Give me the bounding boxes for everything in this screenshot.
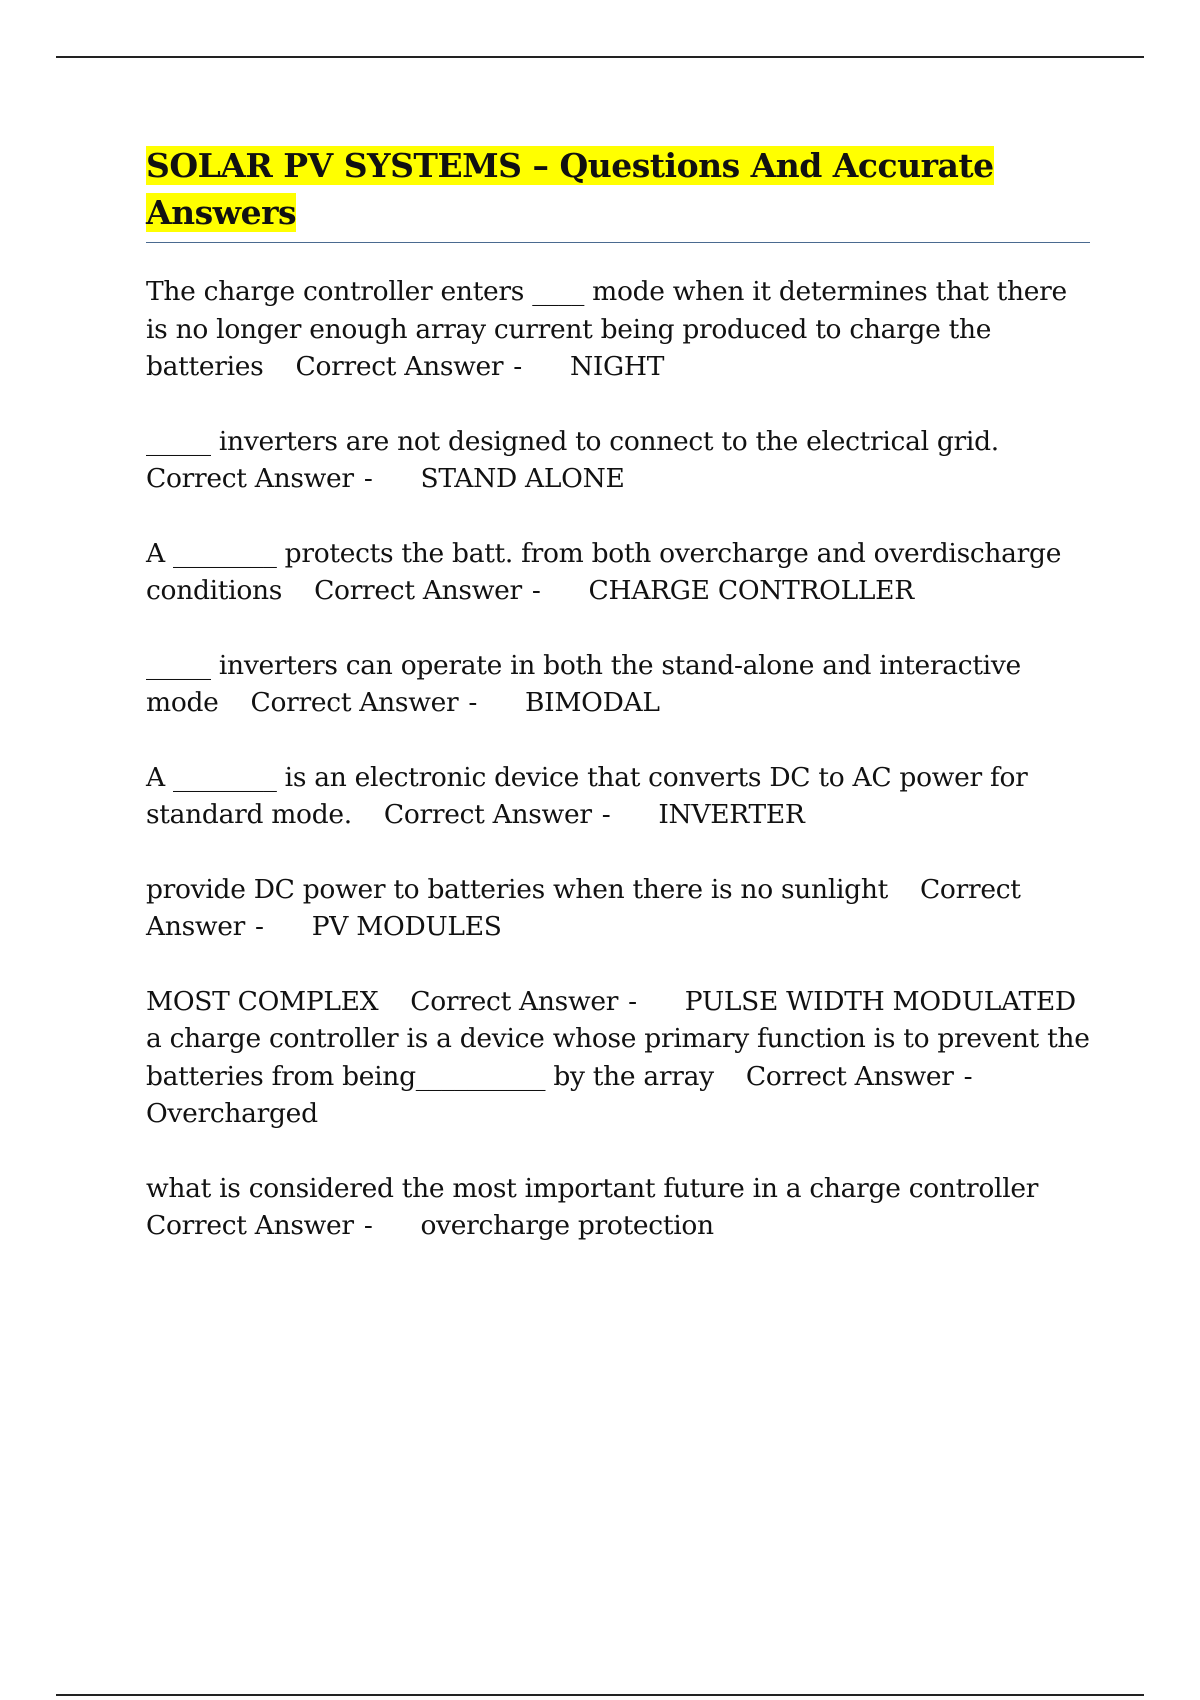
question-text: provide DC power to batteries when there is no sunlight (146, 873, 888, 905)
answer-text: PULSE WIDTH MODULATED (684, 985, 1076, 1017)
answer-text: BIMODAL (525, 687, 660, 718)
qa-item-8 (146, 1020, 1090, 1133)
answer-label: Correct Answer (410, 985, 619, 1017)
question-text: MOST COMPLEX (146, 985, 379, 1017)
answer-separator: - (363, 1210, 373, 1241)
qa-item-1 (146, 273, 1090, 386)
answer-text: INVERTER (658, 799, 805, 830)
qa-item-4 (146, 647, 1090, 722)
answer-separator: - (255, 911, 264, 942)
document-body (146, 142, 1090, 1282)
qa-item-9 (146, 1170, 1090, 1245)
qa-list (146, 273, 1090, 1245)
answer-label: Correct Answer (146, 873, 1021, 942)
question-text: A ________ is an electronic device that converts DC to AC power for standard mode. (146, 761, 1028, 830)
qa-item-2 (146, 423, 1090, 498)
answer-label: Correct Answer (146, 1210, 354, 1241)
answer-text: STAND ALONE (420, 463, 625, 494)
answer-text: CHARGE CONTROLLER (588, 575, 914, 606)
question-text: a charge controller is a device whose primary function is to prevent the batteries from being__________ by the array (146, 1023, 1090, 1092)
question-text: _____ inverters are not designed to connect to the electrical grid. (146, 425, 999, 457)
question-text: The charge controller enters ____ mode when it determines that there is no longer enough array current being produced to charge the batteries (146, 276, 1067, 382)
qa-item-7 (146, 983, 1090, 1021)
answer-text: PV MODULES (311, 911, 502, 942)
answer-text: Overcharged (146, 1098, 318, 1129)
answer-separator: - (628, 985, 637, 1017)
question-text: _____ inverters can operate in both the stand-alone and interactive mode (146, 649, 1021, 718)
answer-label: Correct Answer (295, 351, 504, 382)
question-text: what is considered the most important future in a charge controller (146, 1172, 1039, 1204)
answer-text: overcharge protection (420, 1210, 714, 1241)
footer-rule (56, 1694, 1144, 1696)
question-text: A ________ protects the batt. from both overcharge and overdischarge conditions (146, 537, 1062, 606)
answer-separator: - (363, 463, 373, 494)
answer-label: Correct Answer (383, 799, 592, 830)
title-highlight: SOLAR PV SYSTEMS – Questions And Accurate Answers (146, 146, 994, 232)
answer-label: Correct Answer (250, 687, 459, 718)
answer-separator: - (963, 1060, 973, 1092)
answer-separator: - (513, 351, 522, 382)
answer-label: Correct Answer (314, 575, 522, 606)
document-title (146, 142, 1090, 243)
qa-item-6 (146, 871, 1090, 946)
answer-text: NIGHT (569, 351, 665, 382)
answer-separator: - (468, 687, 477, 718)
answer-separator: - (531, 575, 541, 606)
header-rule (56, 56, 1144, 58)
answer-label: Correct Answer (146, 463, 354, 494)
answer-label: Correct Answer (745, 1060, 954, 1092)
qa-item-3 (146, 535, 1090, 610)
qa-item-5 (146, 759, 1090, 834)
answer-separator: - (601, 799, 611, 830)
